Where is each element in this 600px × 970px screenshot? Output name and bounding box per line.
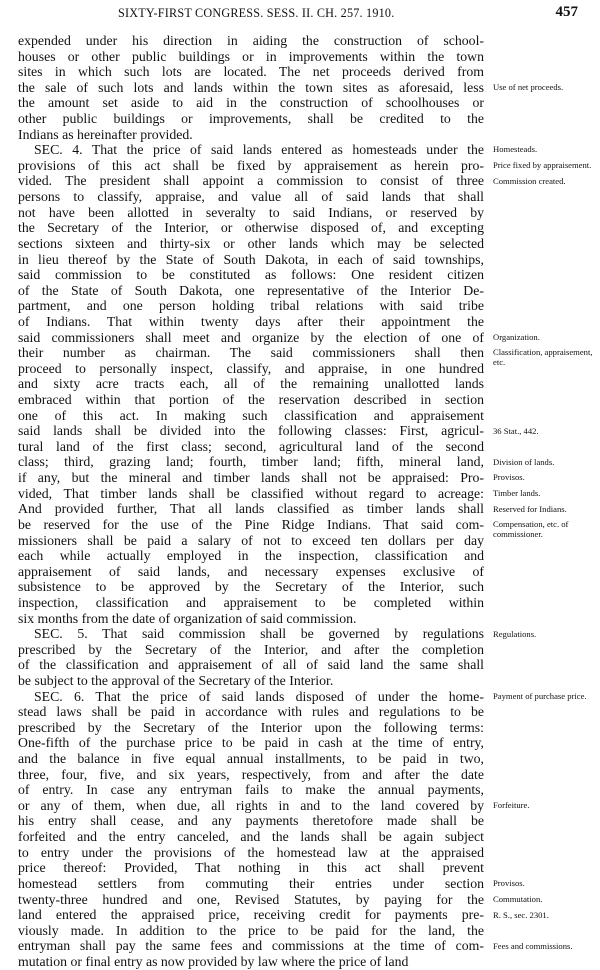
body-line: land entered the appraised price, receiving credit for payments pre- [18,907,484,923]
page-number: 457 [555,4,578,20]
body-line: SEC. 5. That said commission shall be governed by regulations [34,626,484,642]
body-line: provisions of this act shall be fixed by appraisement as herein pro- [18,157,484,173]
body-line: prescribed by the Secretary of the Interior upon the following terms: [18,719,484,735]
margin-note: Commutation. [493,894,543,905]
margin-note: Organization. [493,331,540,342]
margin-note: Reserved for Indians. [493,503,567,514]
margin-note: Forfeiture. [493,800,530,811]
body-line: of the classification and appraisement of all of said land the same shall [18,657,484,673]
body-line: mutation or final entry as now provided by law where the price of land [18,953,409,969]
margin-note: Payment of purchase price. [493,691,587,702]
body-line: three, four, five, and six years, respectively, from and after the date [18,766,484,782]
margin-note: Compensation, etc. of commissioner. [493,519,569,539]
body-line: tural land of the first class; second, agricultural land of the second [18,438,484,454]
body-line: and sixty acre tracts each, all of the remaining unallotted lands [18,376,484,392]
body-line: inspection, classification and appraisement to be completed within [18,594,484,610]
margin-note: Homesteads. [493,144,538,155]
body-line: not have been allotted in severalty to said Indians, or reserved by [18,204,484,220]
body-line: forfeited and the entry canceled, and the lands shall be again subject [18,829,484,845]
body-line: persons to classify, appraise, and value all of said lands that shall [18,189,484,205]
margin-note: Provisos. [493,472,525,483]
body-line: viously made. In addition to the price to be paid for the land, the [18,922,484,938]
body-line: appraisement of said lands, and necessary expenses exclusive of [18,563,484,579]
margin-note: Provisos. [493,878,525,889]
body-line: embraced within that portion of the reservation described in section [18,392,484,408]
margin-note: Use of net proceeds. [493,81,564,92]
margin-note: 36 Stat., 442. [493,425,539,436]
body-line: be reserved for the use of the Pine Ridge Indians. That said com- [18,516,484,532]
body-line: sites in which such lots are located. The net proceeds derived from [18,64,484,80]
margin-note: Classification, appraisement, etc. [493,347,593,367]
body-line: the amount set aside to aid in the construction of schoolhouses or [18,95,484,111]
body-line: subsistence to be approved by the Secretary of the Interior, such [18,579,484,595]
body-text [18,33,484,970]
body-line: said lands shall be divided into the following classes: First, agricul- [18,423,484,439]
body-line: One-fifth of the purchase price to be paid in cash at the time of entry, [18,735,484,751]
margin-note: Regulations. [493,628,537,639]
body-line: said commission to be constituted as follows: One resident citizen [18,267,484,283]
body-line: other public buildings or improvements, shall be credited to the [18,111,484,127]
body-line: proceed to personally inspect, classify, and appraise, in one hundred [18,360,484,376]
body-line: vided, That timber lands shall be classified without regard to acreage: [18,485,484,501]
body-line: their number as chairman. The said commissioners shall then [18,345,484,361]
body-line: to entry under the provisions of the homestead law at the appraised [18,844,484,860]
body-line: stead laws shall be paid in accordance with rules and regulations to be [18,704,484,720]
body-line: vided. The president shall appoint a commission to consist of three [18,173,484,189]
body-line: SEC. 4. That the price of said lands entered as homesteads under the [34,142,484,158]
body-line: homestead settlers from commuting their entries under section [18,875,484,891]
margin-note: Division of lands. [493,456,555,467]
body-line: partment, and one person holding tribal relations with said tribe [18,298,484,314]
margin-note: Price fixed by appraisement. [493,159,592,170]
body-line: of the State of South Dakota, one representative of the Interior De- [18,282,484,298]
margin-note: Timber lands. [493,487,541,498]
body-line: class; third, grazing land; fourth, timber land; fifth, mineral land, [18,454,484,470]
body-line: the sale of such lots and lands within the town sites as aforesaid, less [18,79,484,95]
body-line: in lieu thereof by the State of South Dakota, in each of said townships, [18,251,484,267]
margin-note: R. S., sec. 2301. [493,909,549,920]
body-line: entryman shall pay the same fees and commissions at the time of com- [18,938,484,954]
body-line: prescribed by the Secretary of the Interior, and after the completion [18,641,484,657]
page-header [0,4,600,26]
body-line: one of this act. In making such classification and appraisement [18,407,484,423]
body-line: and the balance in five equal annual installments, to be paid in two, [18,751,484,767]
body-line: be subject to the approval of the Secretary of the Interior. [18,672,334,688]
body-line: of Indians. That within twenty days after their appointment the [18,313,484,329]
body-line: missioners shall be paid a salary of not to exceed ten dollars per day [18,532,484,548]
body-line: twenty-three hundred and one, Revised Statutes, by paying for the [18,891,484,907]
margin-note: Commission created. [493,175,566,186]
body-line: And provided further, That all lands classified as timber lands shall [18,501,484,517]
body-line: SEC. 6. That the price of said lands disposed of under the home- [34,688,484,704]
running-head: SIXTY-FIRST CONGRESS. SESS. II. CH. 257. 1910. [118,6,395,20]
body-line: if any, but the mineral and timber lands shall not be appraised: Pro- [18,470,484,486]
body-line: price thereof: Provided, That nothing in this act shall prevent [18,860,484,876]
margin-note: Fees and commissions. [493,940,573,951]
body-line: six months from the date of organization of said commission. [18,610,357,626]
body-line: his entry shall cease, and any payments theretofore made shall be [18,813,484,829]
body-line: expended under his direction in aiding the construction of school- [18,33,484,48]
body-line: or any of them, when due, all rights in and to the land covered by [18,797,484,813]
body-line: each while actually employed in the inspection, classification and [18,548,484,564]
body-line: houses or other public buildings or in improvements within the town [18,48,484,64]
body-line: said commissioners shall meet and organize by the election of one of [18,329,484,345]
body-line: the Secretary of the Interior, or otherwise disposed of, and excepting [18,220,484,236]
body-line: sections sixteen and thirty-six or other lands which may be selected [18,235,484,251]
body-line: of entry. In case any entryman fails to make the annual payments, [18,782,484,798]
body-line: Indians as hereinafter provided. [18,126,193,142]
